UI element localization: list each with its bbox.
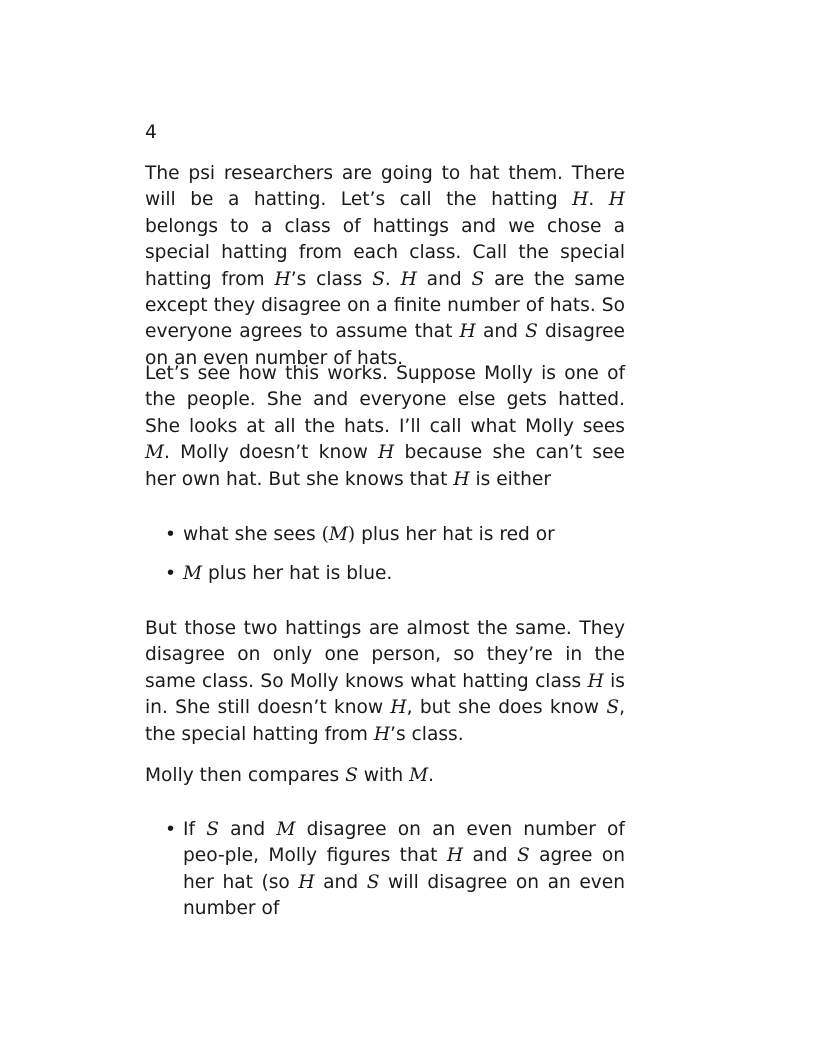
math-var-h: H xyxy=(390,697,407,719)
text: plus her hat is blue. xyxy=(202,563,393,585)
text: . xyxy=(428,765,435,786)
math-var-h: H xyxy=(453,468,470,490)
list-item xyxy=(145,522,625,548)
text: is either xyxy=(469,468,551,490)
text: because she can’t see her own hat. But she knows that xyxy=(145,442,625,490)
paragraph-molly-example xyxy=(145,361,625,493)
paragraph-same-class xyxy=(145,616,625,748)
text: , but she does know xyxy=(406,697,607,719)
math-var-s: S xyxy=(471,268,485,290)
text: and xyxy=(218,819,277,840)
text: will disagree on an even number of xyxy=(183,871,625,920)
text: and xyxy=(475,321,526,343)
text: Molly then compares xyxy=(145,765,346,786)
math-var-h: H xyxy=(400,268,417,290)
text: belongs to a class of hattings and we chose a special hatting from each class. Call the special hatting from xyxy=(145,215,625,290)
bullet-list-hatting-options xyxy=(145,522,625,588)
text: . xyxy=(588,189,609,211)
text: is in. She still doesn’t know xyxy=(145,670,625,719)
text: . Molly doesn’t know xyxy=(164,442,379,464)
math-var-s: S xyxy=(516,845,530,867)
text: and xyxy=(416,268,472,290)
text: disagree on an even number of hats. xyxy=(145,321,626,369)
text: and xyxy=(463,845,517,867)
text: disagree on an even number of peo-ple, Molly figures that xyxy=(183,819,625,867)
math-var-m: M xyxy=(276,819,296,840)
math-var-h: H xyxy=(587,670,604,692)
text: agree on her hat (so xyxy=(183,845,626,893)
math-var-h: H xyxy=(572,189,589,211)
math-var-h: H xyxy=(446,845,464,867)
math-var-h: H xyxy=(298,871,315,893)
text: ’s class xyxy=(290,268,373,290)
math-var-s: S xyxy=(525,321,538,343)
text: If xyxy=(183,819,207,840)
text: , the special hatting from xyxy=(145,697,625,745)
text: are the same except they disagree on a finite number of hats. So everyone agrees to assume that xyxy=(145,268,625,343)
text: plus her hat is red or xyxy=(355,524,555,545)
text: what she sees xyxy=(183,524,322,545)
text: with xyxy=(357,765,410,786)
text: Let’s see how this works. Suppose Molly is one of the people. She and everyone else gets hatted. She looks at all the hats. I’ll call what Molly sees xyxy=(145,363,625,437)
math-var-h: H xyxy=(373,723,391,745)
paragraph-compare xyxy=(145,763,625,789)
math-var-m: M xyxy=(145,442,165,464)
math-var-s: S xyxy=(606,697,620,719)
math-paren: ) xyxy=(347,524,356,545)
text: ’s class. xyxy=(390,723,464,745)
text: The psi researchers are going to hat them. There will be a hatting. Let’s call the hatting xyxy=(145,163,625,211)
math-var-s: S xyxy=(366,871,380,893)
text: But those two hattings are almost the same. They disagree on only one person, so they’re in the same class. So Molly knows what hatting class xyxy=(145,618,625,692)
math-var-s: S xyxy=(206,819,219,840)
text: and xyxy=(314,871,367,893)
math-var-h: H xyxy=(274,268,291,290)
list-item xyxy=(145,817,625,923)
math-var-s: S xyxy=(372,268,385,290)
math-var-h: H xyxy=(608,189,625,211)
math-paren: ( xyxy=(321,524,329,545)
bullet-list-compare-cases xyxy=(145,817,625,923)
math-var-h: H xyxy=(378,442,395,464)
text: . xyxy=(384,268,401,290)
page-number: 4 xyxy=(145,122,157,143)
paragraph-hatting-intro xyxy=(145,161,625,372)
list-item xyxy=(145,561,625,587)
math-var-m: M xyxy=(183,563,203,585)
math-var-s: S xyxy=(345,765,358,786)
math-var-m: M xyxy=(328,524,348,545)
math-var-m: M xyxy=(409,765,429,786)
math-var-h: H xyxy=(459,321,476,343)
